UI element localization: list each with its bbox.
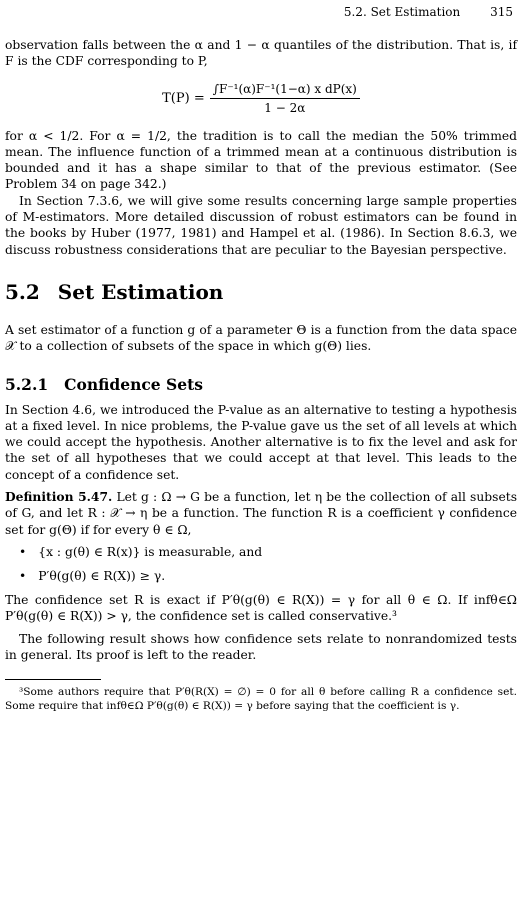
subsection-title: Confidence Sets: [64, 374, 203, 394]
definition-text: Let g : Ω → G be a function, let η be the collection of all subsets of G, and let R : 𝒳 → η be a function. The function R is a coefficient γ confidence set for g(Θ) if for every θ ∈ Ω,: [5, 490, 517, 537]
definition-bullet-2: [19, 568, 517, 584]
paragraph-3: In Section 7.3.6, we will give some results concerning large sample properties of M-estimators. More detailed discussion of robust estimators can be found in the books by Huber (1977, 1981) and Hampel et al. (1986). In Section 8.6.3, we discuss robustness considerations that are peculiar to the Bayesian perspective.: [5, 193, 517, 257]
running-header: [213, 5, 513, 19]
running-header-section: 5.2. Set Estimation: [343, 5, 461, 19]
equation-trimmed-mean: [5, 70, 517, 128]
equation-denominator: 1 − 2α: [264, 101, 306, 116]
definition-bullet-1: [19, 544, 517, 560]
bullet-text: P′θ(g(θ) ∈ R(X)) ≥ γ.: [38, 568, 166, 583]
paragraph-4: A set estimator of a function g of a parameter Θ is a function from the data space 𝒳 to a collection of subsets of the space in which g(Θ) lies.: [5, 322, 517, 354]
equation-numerator: ∫F⁻¹(α)F⁻¹(1−α) x dP(x): [210, 82, 360, 99]
equation-fraction: [210, 82, 360, 115]
section-title: Set Estimation: [57, 279, 224, 304]
equation-lhs: T(P) =: [162, 91, 205, 107]
paragraph-5: In Section 4.6, we introduced the P-value as an alternative to testing a hypothesis at a fixed level. In nice problems, the P-value gave us the set of all levels at which we could accept the hypothesis. Another alternative is to fix the level and ask for the set of all hypotheses that we could accept at that level. This leads to the concept of a confidence set.: [5, 402, 517, 482]
definition-5-47: [5, 489, 517, 538]
definition-label: Definition 5.47.: [5, 489, 113, 505]
subsection-number: 5.2.1: [5, 374, 49, 394]
bullet-dot-icon: •: [19, 544, 27, 559]
page-number: 315: [490, 5, 513, 19]
section-heading: [5, 280, 517, 304]
bullet-dot-icon: •: [19, 568, 27, 583]
paragraph-6: The confidence set R is exact if P′θ(g(θ) ∈ R(X)) = γ for all θ ∈ Ω. If infθ∈Ω P′θ(g(θ) ∈ R(X)) > γ, the confidence set is called conservative.³: [5, 592, 517, 624]
bullet-text: {x : g(θ) ∈ R(x)} is measurable, and: [38, 544, 263, 559]
paragraph-2: for α < 1/2. For α = 1/2, the tradition is to call the median the 50% trimmed mean. The influence function of a trimmed mean at a continuous distribution is bounded and it has a shape similar to that of the previous estimator. (See Problem 34 on page 342.): [5, 128, 517, 192]
subsection-heading: [5, 375, 517, 394]
paragraph-7: The following result shows how confidence sets relate to nonrandomized tests in general. Its proof is left to the reader.: [5, 631, 517, 662]
paragraph-1: observation falls between the α and 1 − α quantiles of the distribution. That is, if F is the CDF corresponding to P,: [5, 38, 517, 69]
footnote-3: ³Some authors require that P′θ(R(X) = ∅) = 0 for all θ before calling R a confidence set. Some require that infθ∈Ω P′θ(g(θ) ∈ R(X)) = γ before saying that the coefficient is γ.: [5, 686, 517, 712]
section-number: 5.2: [5, 279, 40, 304]
